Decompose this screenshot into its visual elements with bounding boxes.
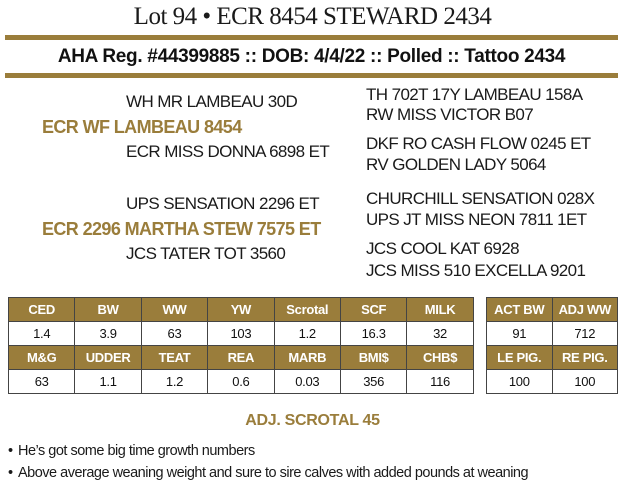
epd-header: REA [208, 346, 274, 370]
adj-scrotal-label: ADJ. SCROTAL 45 [245, 412, 380, 429]
actuals-header: LE PIG. [487, 346, 553, 370]
epd-value: 1.1 [75, 370, 141, 394]
actuals-header: ADJ WW [552, 298, 618, 322]
epd-header: TEAT [141, 346, 207, 370]
actuals-value: 100 [552, 370, 618, 394]
bullet-icon: • [8, 443, 13, 459]
epd-value: 0.03 [274, 370, 340, 394]
pedigree-sire-sire: WH MR LAMBEAU 30D [126, 92, 298, 111]
pedigree-dam-dam: JCS TATER TOT 3560 [126, 244, 286, 263]
pedigree-dam-dam-dam: JCS MISS 510 EXCELLA 9201 [366, 261, 586, 280]
epd-value-row-1 [9, 322, 474, 346]
epd-value: 0.6 [208, 370, 274, 394]
epd-header-row-2 [9, 346, 474, 370]
actuals-table [486, 297, 618, 394]
actuals-header-row-1 [487, 298, 618, 322]
epd-header: WW [141, 298, 207, 322]
pedigree-sire-sire-dam: RW MISS VICTOR B07 [366, 105, 534, 124]
epd-header: SCF [340, 298, 406, 322]
epd-table [8, 297, 474, 394]
epd-header: MARB [274, 346, 340, 370]
pedigree-sire-dam-sire: DKF RO CASH FLOW 0245 ET [366, 134, 591, 153]
actuals-header-row-2 [487, 346, 618, 370]
actuals-value: 91 [487, 322, 553, 346]
epd-value: 63 [9, 370, 75, 394]
actuals-value: 712 [552, 322, 618, 346]
pedigree-sire-dam-dam: RV GOLDEN LADY 5064 [366, 155, 546, 174]
epd-header: UDDER [75, 346, 141, 370]
pedigree-dam-sire: UPS SENSATION 2296 ET [126, 194, 320, 213]
epd-header: M&G [9, 346, 75, 370]
epd-header: BW [75, 298, 141, 322]
actuals-value: 100 [487, 370, 553, 394]
epd-header: MILK [407, 298, 473, 322]
remarks-list [8, 440, 620, 484]
epd-header-row-1 [9, 298, 474, 322]
epd-header: YW [208, 298, 274, 322]
actuals-header: RE PIG. [552, 346, 618, 370]
lot-title: Lot 94 • ECR 8454 STEWARD 2434 [133, 3, 492, 30]
epd-value: 103 [208, 322, 274, 346]
registration-line: AHA Reg. #44399885 :: DOB: 4/4/22 :: Polled :: Tattoo 2434 [57, 46, 566, 67]
epd-header: CED [9, 298, 75, 322]
bullet-icon: • [8, 465, 13, 481]
pedigree-sire-dam: ECR MISS DONNA 6898 ET [126, 142, 330, 161]
epd-header: BMI$ [340, 346, 406, 370]
remark-item [8, 462, 620, 484]
pedigree-dam-sire-sire: CHURCHILL SENSATION 028X [366, 189, 595, 208]
actuals-value-row-1 [487, 322, 618, 346]
pedigree-dam-dam-sire: JCS COOL KAT 6928 [366, 239, 519, 258]
actuals-value-row-2 [487, 370, 618, 394]
actuals-header: ACT BW [487, 298, 553, 322]
remark-text: He’s got some big time growth numbers [18, 443, 255, 459]
epd-value: 16.3 [340, 322, 406, 346]
epd-value: 1.4 [9, 322, 75, 346]
epd-value: 116 [407, 370, 473, 394]
epd-value-row-2 [9, 370, 474, 394]
pedigree-sire: ECR WF LAMBEAU 8454 [42, 117, 242, 137]
epd-value: 1.2 [274, 322, 340, 346]
epd-value: 63 [141, 322, 207, 346]
remark-text: Above average weaning weight and sure to sire calves with added pounds at weaning [18, 465, 529, 481]
remark-item [8, 440, 620, 462]
bottom-divider [5, 73, 618, 78]
pedigree-dam: ECR 2296 MARTHA STEW 7575 ET [42, 219, 321, 239]
epd-value: 356 [340, 370, 406, 394]
epd-header: Scrotal [274, 298, 340, 322]
pedigree-sire-sire-sire: TH 702T 17Y LAMBEAU 158A [366, 85, 583, 104]
epd-value: 1.2 [141, 370, 207, 394]
epd-header: CHB$ [407, 346, 473, 370]
epd-value: 3.9 [75, 322, 141, 346]
pedigree-dam-sire-dam: UPS JT MISS NEON 7811 1ET [366, 210, 587, 229]
epd-value: 32 [407, 322, 473, 346]
